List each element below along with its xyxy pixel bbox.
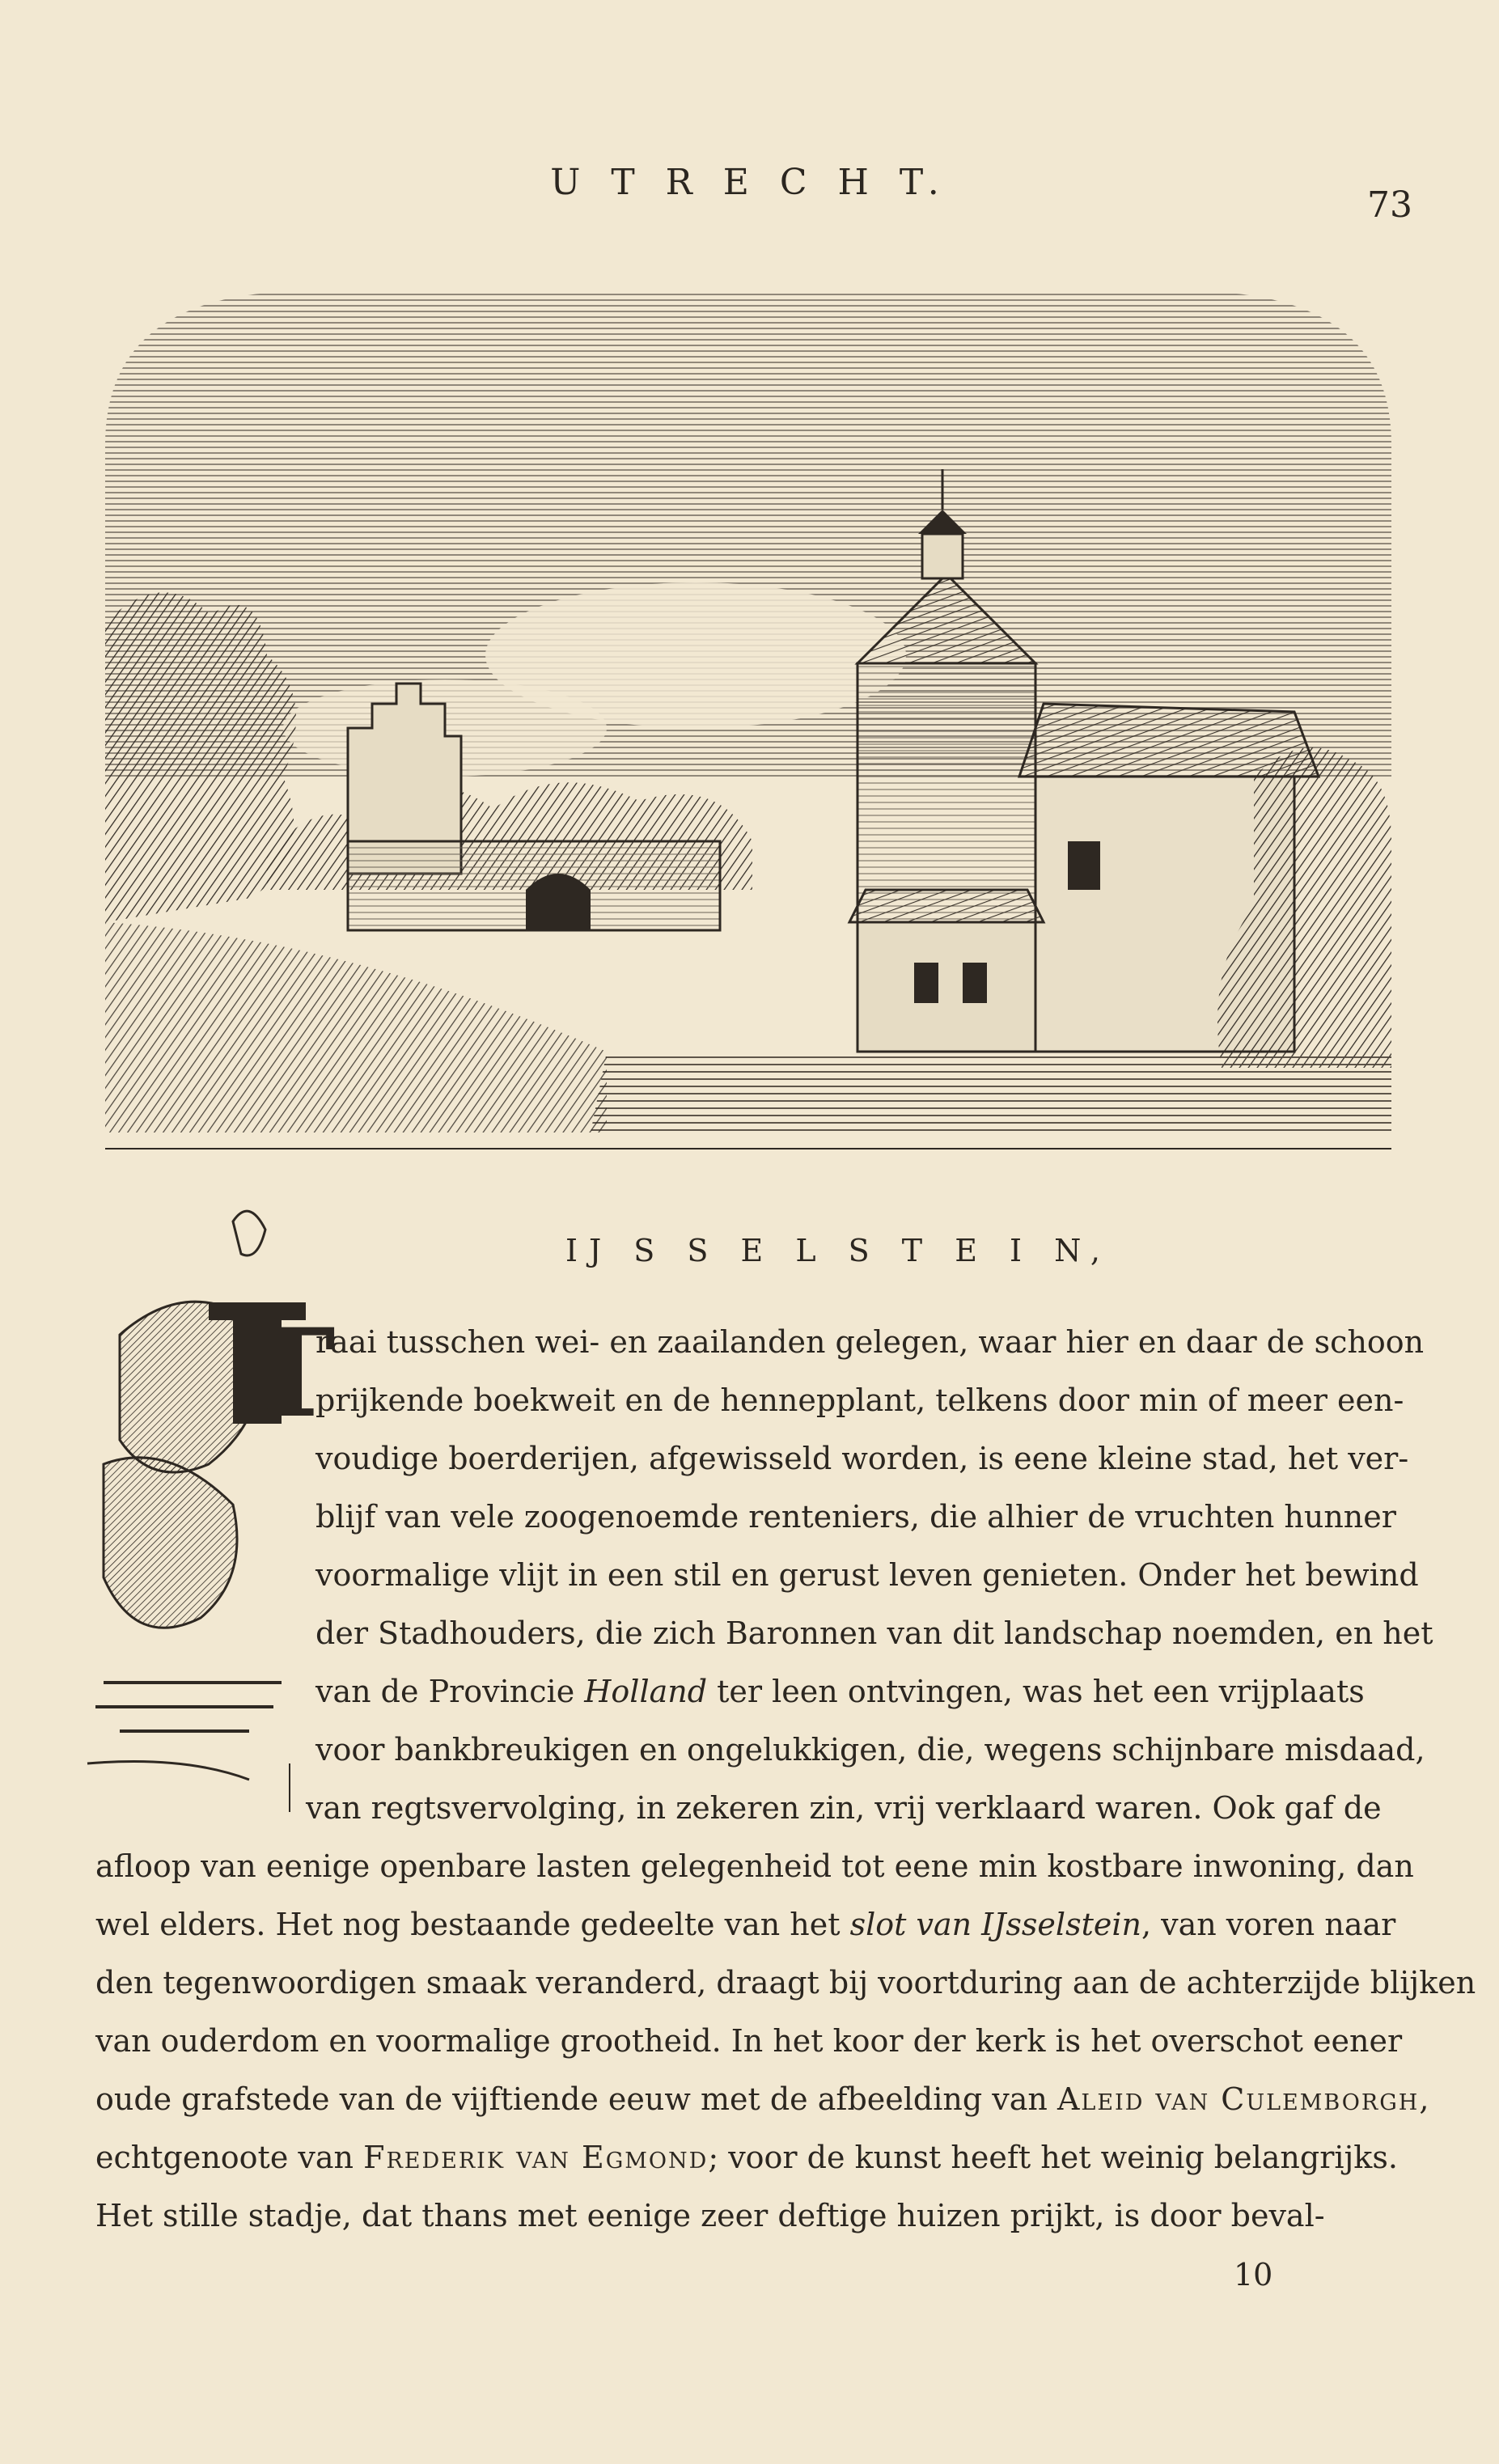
body-line: voor bankbreukigen en ongelukkigen, die, wegens schijnbare misdaad, [315, 1732, 1425, 1768]
place-name: slot van IJsselstein [849, 1907, 1141, 1942]
moat-water [591, 1052, 1391, 1133]
body-line: echtgenoote van Frederik van Egmond; voor de kunst heeft het weinig belangrijks. [95, 2140, 1398, 2175]
initial-letter: T [245, 1302, 336, 1445]
person-name: Aleid van Culemborgh [1056, 2081, 1420, 2117]
body-line: van regtsvervolging, in zekeren zin, vrij verklaard waren. Ook gaf de [306, 1790, 1382, 1826]
signature-mark: 10 [1234, 2257, 1273, 2293]
body-line: van ouderdom en voormalige grootheid. In het koor der kerk is het overschot eener [95, 2023, 1403, 2059]
body-line: oude grafstede van de vijftiende eeuw met de afbeelding van Aleid van Culemborgh, [95, 2081, 1429, 2117]
body-line: blijf van vele zoogenoemde renteniers, die alhier de vruchten hunner [315, 1499, 1396, 1535]
body-line: afloop van eenige openbare lasten gelegenheid tot eene min kostbare inwoning, dan [95, 1848, 1414, 1884]
place-name: Holland [584, 1674, 708, 1709]
person-name: Frederik van Egmond [363, 2140, 709, 2175]
body-line: raai tusschen wei- en zaailanden gelegen, waar hier en daar de schoon [315, 1324, 1425, 1360]
section-title: IJ S S E L S T E I N, [565, 1233, 1112, 1268]
body-line: wel elders. Het nog bestaande gedeelte van het slot van IJsselstein, van voren naar [95, 1907, 1396, 1942]
body-line: der Stadhouders, die zich Baronnen van dit landschap noemden, en het [315, 1615, 1433, 1651]
body-line: den tegenwoordigen smaak veranderd, draagt bij voortduring aan de achterzijde blijken [95, 1965, 1476, 2000]
body-line: van de Provincie Holland ter leen ontvingen, was het een vrijplaats [315, 1674, 1365, 1709]
low-building [857, 922, 1035, 1052]
decorated-initial [87, 1197, 336, 1812]
page-number: 73 [1367, 184, 1412, 226]
body-line: voudige boerderijen, afgewisseld worden, is eene kleine stad, het ver- [315, 1441, 1409, 1476]
body-line: Het stille stadje, dat thans met eenige zeer deftige huizen prijkt, is door beval- [95, 2198, 1325, 2233]
riverbank [105, 922, 607, 1133]
running-head: U T R E C H T. [550, 162, 949, 203]
body-line: voormalige vlijt in een stil en gerust leven genieten. Onder het bewind [315, 1557, 1419, 1593]
engraving-illustration [105, 275, 1391, 1181]
body-line: prijkende boekweit en de hennepplant, telkens door min of meer een- [315, 1382, 1404, 1418]
